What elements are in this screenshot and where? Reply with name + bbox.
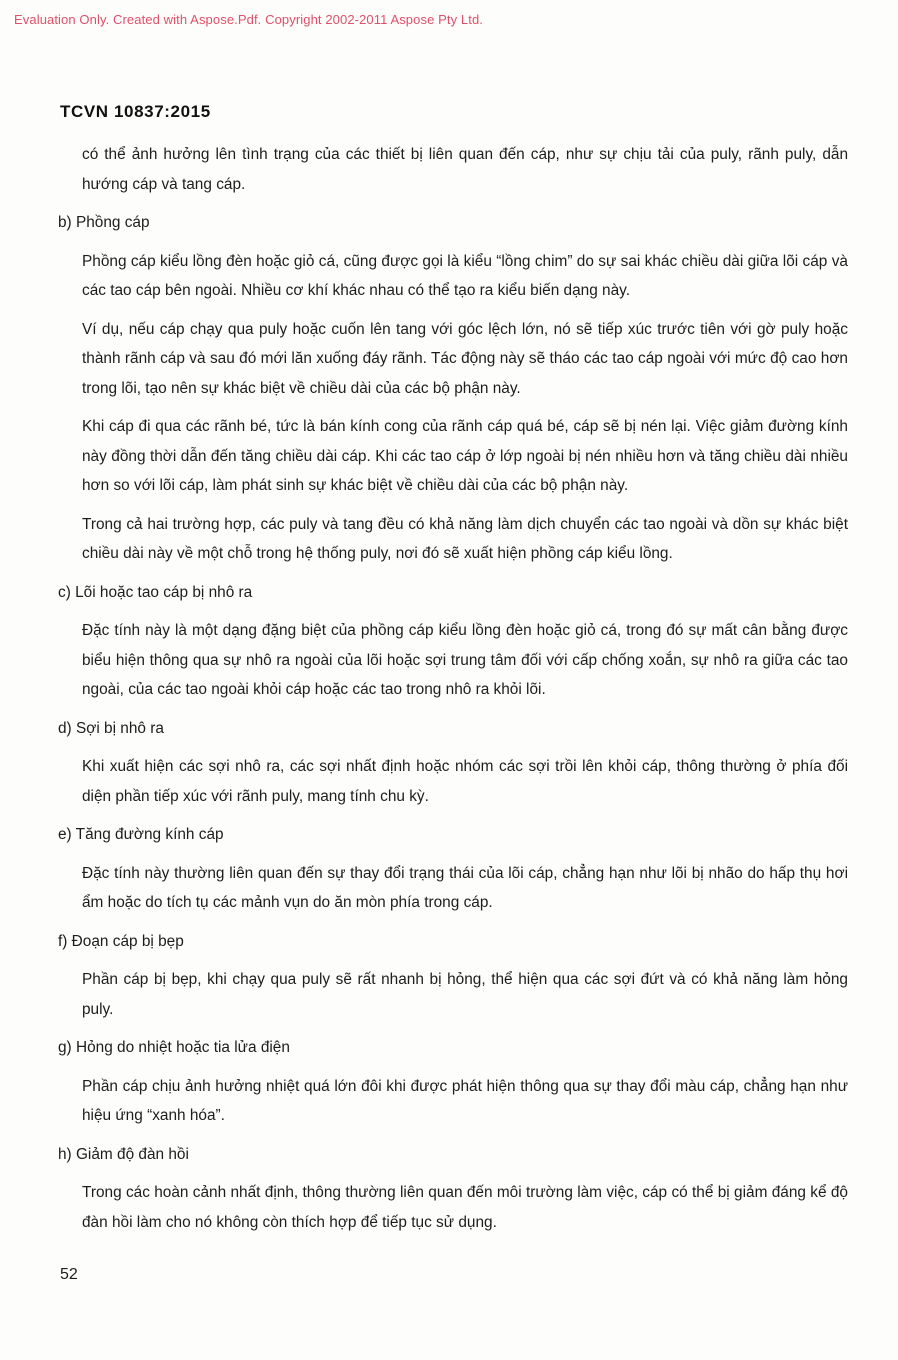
section-f bbox=[58, 927, 848, 1025]
paragraph: Ví dụ, nếu cáp chạy qua puly hoặc cuốn lên tang với góc lệch lớn, nó sẽ tiếp xúc trước tiên với gờ puly hoặc thành rãnh cáp và sau đó mới lăn xuống đáy rãnh. Tác động này sẽ tháo các tao cáp ngoài với mức độ cao hơn trong lõi, tạo nên sự khác biệt về chiều dài của các bộ phận này. bbox=[82, 320, 848, 397]
section-heading: e) Tăng đường kính cáp bbox=[58, 826, 224, 843]
section-heading: c) Lõi hoặc tao cáp bị nhô ra bbox=[58, 583, 253, 601]
intro-paragraph: có thể ảnh hưởng lên tình trạng của các thiết bị liên quan đến cáp, như sự chịu tải của puly, rãnh puly, dẫn hướng cáp và tang cáp. bbox=[82, 146, 848, 193]
section-h bbox=[58, 1140, 848, 1238]
section-heading: g) Hỏng do nhiệt hoặc tia lửa điện bbox=[58, 1039, 290, 1056]
paragraph: Trong cả hai trường hợp, các puly và tang đều có khả năng làm dịch chuyển các tao ngoài và dồn sự khác biệt chiều dài này về một chỗ trong hệ thống puly, nơi đó sẽ xuất hiện phồng cáp kiểu lồng. bbox=[82, 515, 848, 562]
section-heading: f) Đoạn cáp bị bẹp bbox=[58, 932, 184, 950]
section-c bbox=[58, 578, 848, 705]
section-b bbox=[58, 208, 848, 569]
section-g bbox=[58, 1033, 848, 1131]
section-d bbox=[58, 714, 848, 812]
standard-code-header: TCVN 10837:2015 bbox=[60, 102, 211, 121]
paragraph: Khi xuất hiện các sợi nhô ra, các sợi nhất định hoặc nhóm các sợi trồi lên khỏi cáp, thông thường ở phía đối diện phần tiếp xúc với rãnh puly, mang tính chu kỳ. bbox=[82, 758, 848, 805]
paragraph: Đặc tính này là một dạng đặng biệt của phồng cáp kiểu lồng đèn hoặc giỏ cá, trong đó sự mất cân bằng được biểu hiện thông qua sự nhô ra ngoài của lõi hoặc sợi trung tâm đối với cấp chống xoắn, sự nhô ra giữa các tao ngoài, của các tao ngoài khỏi cáp hoặc các tao trong nhô ra khỏi lõi. bbox=[82, 622, 848, 698]
paragraph: Phồng cáp kiểu lồng đèn hoặc giỏ cá, cũng được gọi là kiểu “lồng chim” do sự sai khác chiều dài giữa lõi cáp và các tao cáp bên ngoài. Nhiều cơ khí khác nhau có thể tạo ra kiểu biến dạng này. bbox=[82, 252, 848, 299]
paragraph: Phần cáp bị bẹp, khi chạy qua puly sẽ rất nhanh bị hỏng, thể hiện qua các sợi đứt và có khả năng làm hỏng puly. bbox=[82, 971, 848, 1018]
section-heading: b) Phồng cáp bbox=[58, 214, 150, 231]
paragraph: Phần cáp chịu ảnh hưởng nhiệt quá lớn đôi khi được phát hiện thông qua sự thay đổi màu cáp, chẳng hạn như hiệu ứng “xanh hóa”. bbox=[82, 1077, 848, 1124]
watermark-text: Evaluation Only. Created with Aspose.Pdf. Copyright 2002-2011 Aspose Pty Ltd. bbox=[14, 12, 483, 27]
document-body bbox=[58, 140, 848, 1246]
section-heading: h) Giảm độ đàn hồi bbox=[58, 1145, 189, 1163]
page-number: 52 bbox=[60, 1266, 78, 1283]
paragraph: Đặc tính này thường liên quan đến sự thay đổi trạng thái của lõi cáp, chẳng hạn như lõi bị nhão do hấp thụ hơi ẩm hoặc do tích tụ các mảnh vụn do ăn mòn phía trong cáp. bbox=[82, 864, 848, 911]
section-heading: d) Sợi bị nhô ra bbox=[58, 719, 164, 737]
paragraph: Khi cáp đi qua các rãnh bé, tức là bán kính cong của rãnh cáp quá bé, cáp sẽ bị nén lại. Việc giảm đường kính này đồng thời dẫn đến tăng chiều dài cáp. Khi các tao cáp ở lớp ngoài bị nén nhiều hơn và tăng chiều dài nhiều hơn so với lõi cáp, làm phát sinh sự khác biệt về chiều dài của các bộ phận này. bbox=[82, 418, 848, 494]
section-e bbox=[58, 820, 848, 918]
paragraph: Trong các hoàn cảnh nhất định, thông thường liên quan đến môi trường làm việc, cáp có thể bị giảm đáng kể độ đàn hồi làm cho nó không còn thích hợp để tiếp tục sử dụng. bbox=[82, 1184, 848, 1231]
